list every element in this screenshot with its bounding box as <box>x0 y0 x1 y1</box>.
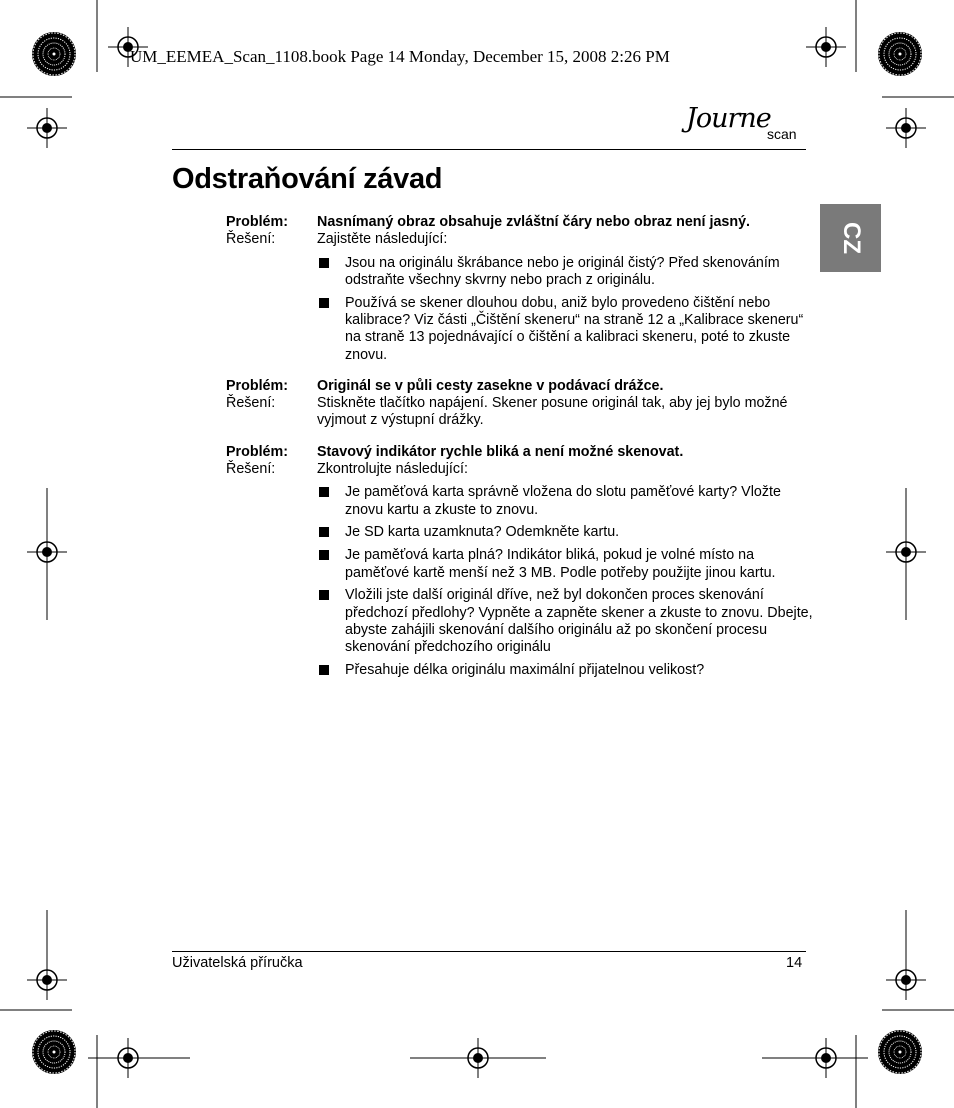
language-tab-label: CZ <box>837 222 865 254</box>
footer-rule <box>172 951 806 952</box>
brand-logo-script: Journe <box>686 103 771 134</box>
bullet-list <box>317 255 816 364</box>
list-item: Je paměťová karta plná? Indikátor bliká, pokud je volné místo na paměťové kartě menší než 3 MB. Podle potřeby použijte jinou kartu. <box>317 547 816 582</box>
page-number: 14 <box>786 955 803 971</box>
list-item: Přesahuje délka originálu maximální přijatelnou velikost? <box>317 662 816 679</box>
problem-entry <box>226 444 816 680</box>
solution-text: Stiskněte tlačítko napájení. Skener posune originál tak, aby jej bylo možné vyjmout z výstupní drážky. <box>317 395 788 429</box>
problem-label: Problém: <box>226 377 288 394</box>
square-bullet-icon <box>319 258 329 268</box>
header-rule <box>172 149 806 150</box>
list-item: Používá se skener dlouhou dobu, aniž bylo provedeno čištění nebo kalibrace? Viz části „Čištění skeneru“ na straně 12 a „Kalibrace skeneru“ na straně 13 pojednávající o čištění a kalibraci skeneru, poté to zkuste znovu. <box>317 295 816 364</box>
list-item: Jsou na originálu škrábance nebo je originál čistý? Před skenováním odstraňte všechny skvrny nebo prach z originálu. <box>317 255 816 290</box>
problem-entry <box>226 214 816 364</box>
troubleshooting-list <box>226 214 816 693</box>
list-item: Je SD karta uzamknuta? Odemkněte kartu. <box>317 524 816 541</box>
problem-text: Nasnímaný obraz obsahuje zvláštní čáry nebo obraz není jasný. <box>317 214 751 230</box>
bullet-list <box>317 484 816 679</box>
print-slug: UM_EEMEA_Scan_1108.book Page 14 Monday, December 15, 2008 2:26 PM <box>130 47 670 66</box>
problem-label: Problém: <box>226 443 288 460</box>
solution-text: Zkontrolujte následující: <box>317 461 468 478</box>
list-item: Vložili jste další originál dříve, než byl dokončen proces skenování předchozí předlohy? Vypněte a zapněte skener a zkuste to znovu. Dbejte, abyste zahájili skenování dalšího originálu až po skončení procesu skenování předchozího originálu <box>317 587 816 656</box>
problem-entry <box>226 378 816 430</box>
problem-label: Problém: <box>226 214 288 230</box>
problem-text: Originál se v půli cesty zasekne v podávací drážce. <box>317 377 664 394</box>
solution-label: Řešení: <box>226 461 276 478</box>
star-target-icon <box>878 1030 922 1074</box>
solution-label: Řešení: <box>226 395 276 412</box>
page-title: Odstraňování závad <box>172 163 443 195</box>
solution-text: Zajistěte následující: <box>317 231 448 248</box>
square-bullet-icon <box>319 487 329 497</box>
square-bullet-icon <box>319 527 329 537</box>
footer-manual-title: Uživatelská příručka <box>172 955 303 971</box>
brand-logo-sub: scan <box>767 126 797 142</box>
solution-label: Řešení: <box>226 231 276 248</box>
star-target-icon <box>32 1030 76 1074</box>
language-tab <box>820 204 881 272</box>
square-bullet-icon <box>319 550 329 560</box>
square-bullet-icon <box>319 298 329 308</box>
star-target-icon <box>878 32 922 76</box>
star-target-icon <box>32 32 76 76</box>
square-bullet-icon <box>319 590 329 600</box>
square-bullet-icon <box>319 665 329 675</box>
list-item: Je paměťová karta správně vložena do slotu paměťové karty? Vložte znovu kartu a zkuste to znovu. <box>317 484 816 519</box>
problem-text: Stavový indikátor rychle bliká a není možné skenovat. <box>317 443 684 460</box>
